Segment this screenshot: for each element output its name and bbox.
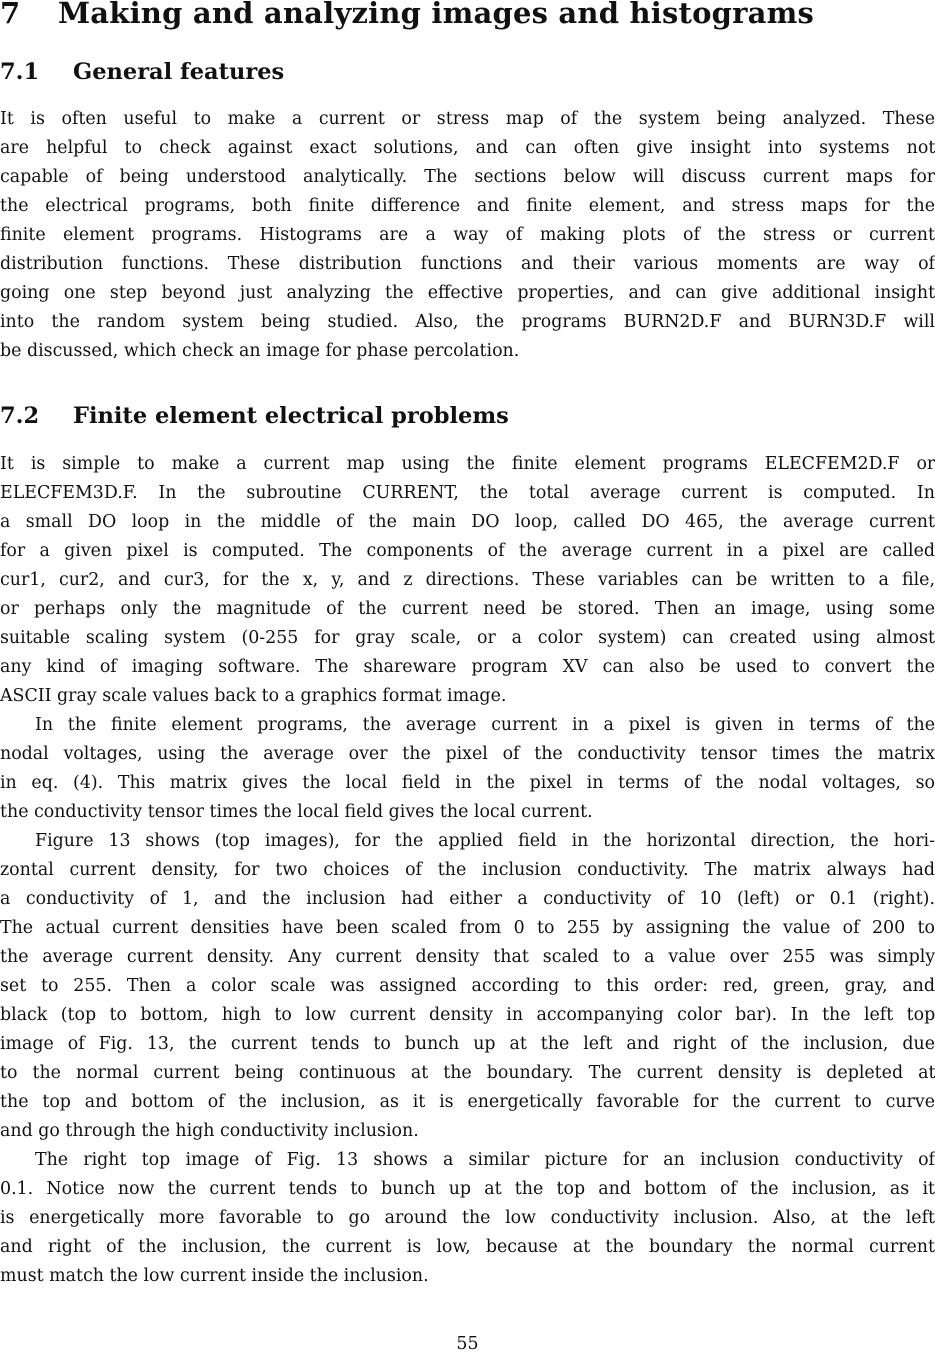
text-line: cur1, cur2, and cur3, for the x, y, and z directions. These variables can be written to a file, (0, 570, 935, 590)
text-line: suitable scaling system (0-255 for gray scale, or a color system) can created using almost (0, 628, 935, 648)
text-line: distribution functions. These distribution functions and their various moments are way of (0, 254, 935, 274)
section-number: 7.1 (0, 59, 40, 85)
text-line: in eq. (4). This matrix gives the local field in the pixel in terms of the nodal voltages, so (0, 773, 935, 793)
text-line: capable of being understood analytically. The sections below will discuss current maps for (0, 167, 935, 187)
text-line: be discussed, which check an image for phase percolation. (0, 341, 520, 361)
text-line: The right top image of Fig. 13 shows a similar picture for an inclusion conductivity of (35, 1150, 935, 1170)
text-line: the top and bottom of the inclusion, as it is energetically favorable for the current to curve (0, 1092, 935, 1112)
text-line: It is often useful to make a current or stress map of the system being analyzed. These (0, 109, 935, 129)
text-line: into the random system being studied. Also, the programs BURN2D.F and BURN3D.F will (0, 312, 935, 332)
section-title: General features (73, 59, 285, 85)
text-line: must match the low current inside the inclusion. (0, 1266, 429, 1286)
text-line: for a given pixel is computed. The components of the average current in a pixel are called (0, 541, 935, 561)
text-line: to the normal current being continuous at the boundary. The current density is depleted at (0, 1063, 935, 1083)
text-line: and right of the inclusion, the current is low, because at the boundary the normal current (0, 1237, 935, 1257)
chapter-heading (0, 0, 814, 30)
text-line: Figure 13 shows (top images), for the applied field in the horizontal direction, the hori- (35, 831, 935, 851)
text-line: ASCII gray scale values back to a graphics format image. (0, 686, 507, 706)
section-number: 7.2 (0, 403, 40, 429)
text-line: nodal voltages, using the average over the pixel of the conductivity tensor times the matrix (0, 744, 935, 764)
section-7-2-paragraph-4 (0, 1146, 935, 1291)
text-line: the average current density. Any current density that scaled to a value over 255 was simply (0, 947, 935, 967)
text-line: any kind of imaging software. The shareware program XV can also be used to convert the (0, 657, 935, 677)
text-line: 0.1. Notice now the current tends to bunch up at the top and bottom of the inclusion, as it (0, 1179, 935, 1199)
text-line: are helpful to check against exact solutions, and can often give insight into systems not (0, 138, 935, 158)
text-line: In the finite element programs, the average current in a pixel is given in terms of the (35, 715, 935, 735)
text-line: The actual current densities have been scaled from 0 to 255 by assigning the value of 200 to (0, 918, 935, 938)
text-line: image of Fig. 13, the current tends to bunch up at the left and right of the inclusion, due (0, 1034, 935, 1054)
section-7-2-paragraph-1 (0, 450, 935, 711)
text-line: It is simple to make a current map using the finite element programs ELECFEM2D.F or (0, 454, 935, 474)
section-7-2-paragraph-2 (0, 711, 935, 827)
text-line: set to 255. Then a color scale was assigned according to this order: red, green, gray, and (0, 976, 935, 996)
text-line: a small DO loop in the middle of the main DO loop, called DO 465, the average current (0, 512, 935, 532)
text-line: black (top to bottom, high to low current density in accompanying color bar). In the left top (0, 1005, 935, 1025)
text-line: the conductivity tensor times the local field gives the local current. (0, 802, 593, 822)
text-line: or perhaps only the magnitude of the current need be stored. Then an image, using some (0, 599, 935, 619)
section-7-2-paragraph-3 (0, 827, 935, 1146)
section-title: Finite element electrical problems (73, 403, 509, 429)
text-line: a conductivity of 1, and the inclusion had either a conductivity of 10 (left) or 0.1 (right). (0, 889, 935, 909)
text-line: finite element programs. Histograms are a way of making plots of the stress or current (0, 225, 935, 245)
text-line: going one step beyond just analyzing the effective properties, and can give additional insight (0, 283, 935, 303)
text-line: is energetically more favorable to go around the low conductivity inclusion. Also, at the left (0, 1208, 935, 1228)
section-7-1-paragraph (0, 105, 935, 366)
chapter-number: 7 (0, 0, 21, 30)
section-heading-7-1 (0, 59, 284, 85)
text-line: and go through the high conductivity inclusion. (0, 1121, 419, 1141)
chapter-title: Making and analyzing images and histograms (58, 0, 814, 30)
section-heading-7-2 (0, 403, 509, 429)
text-line: zontal current density, for two choices of the inclusion conductivity. The matrix always had (0, 860, 935, 880)
text-line: ELECFEM3D.F. In the subroutine CURRENT, the total average current is computed. In (0, 483, 935, 503)
page-number: 55 (456, 1334, 479, 1354)
text-line: the electrical programs, both finite difference and finite element, and stress maps for the (0, 196, 935, 216)
